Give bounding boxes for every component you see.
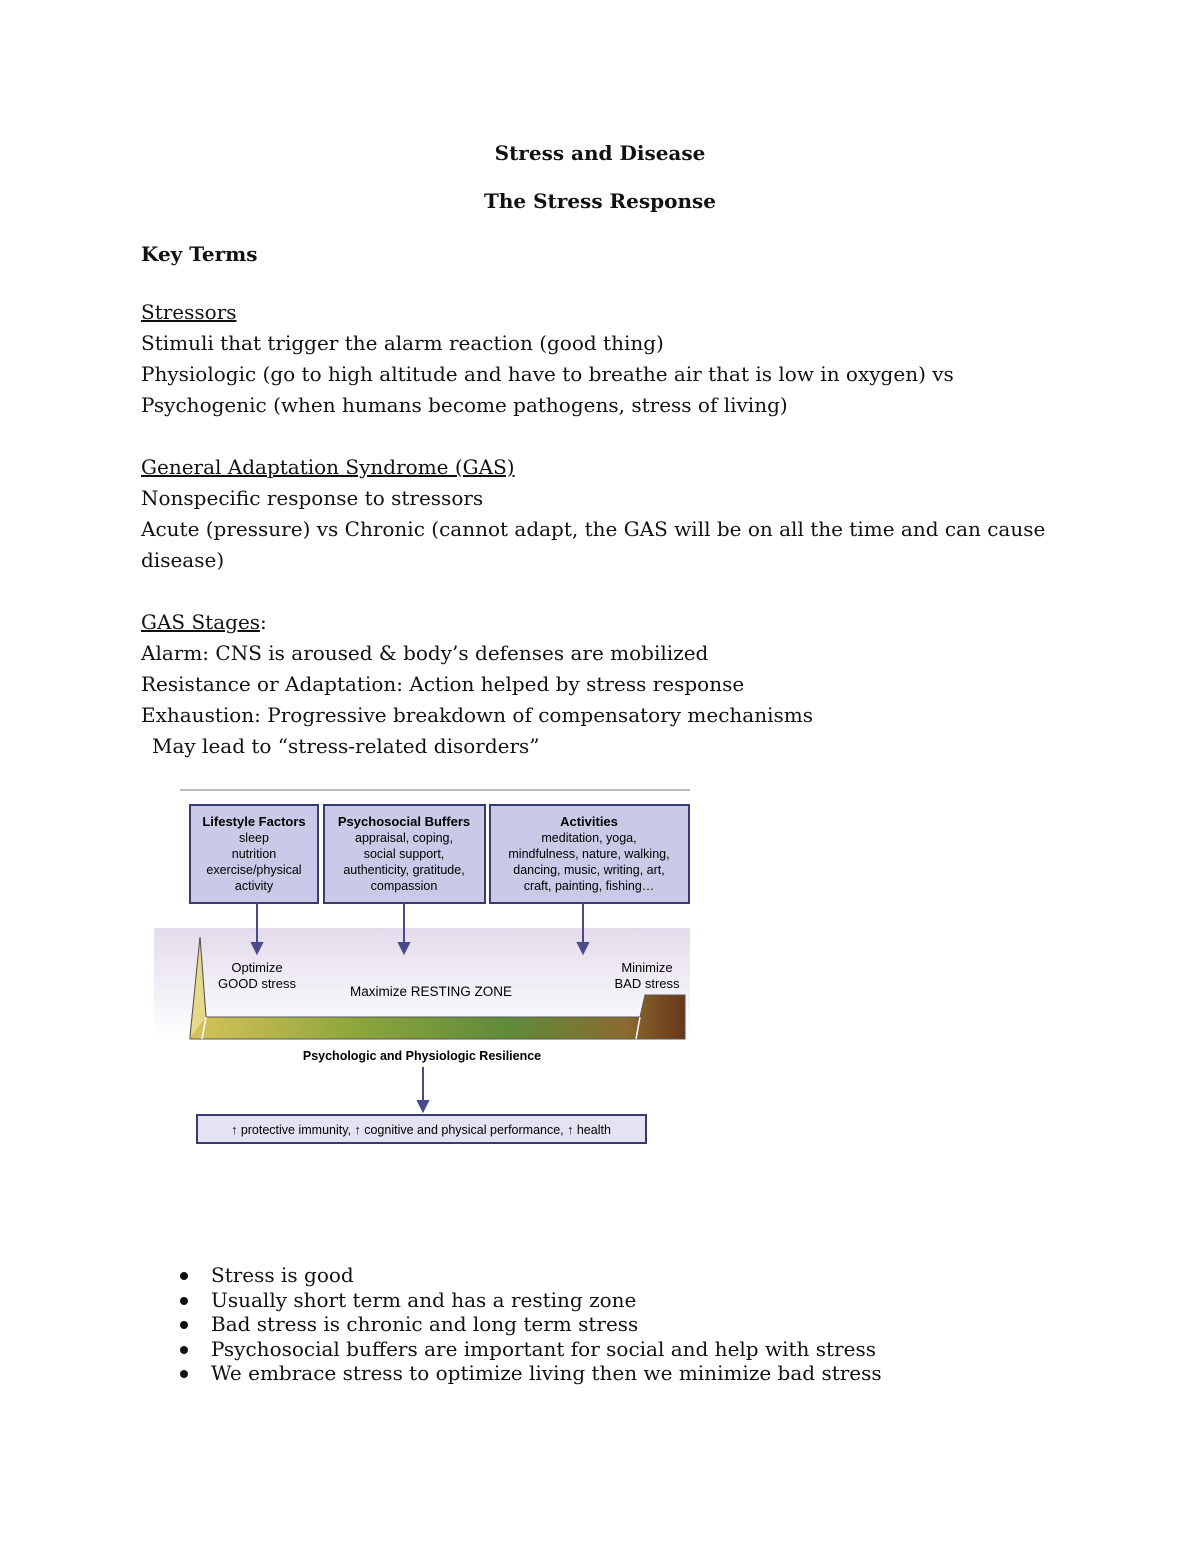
key-terms-heading: Key Terms	[141, 242, 258, 266]
list-item: Psychosocial buffers are important for social and help with stress	[180, 1337, 882, 1362]
optimize-label: Optimize	[231, 960, 283, 975]
box2-line: compassion	[370, 879, 438, 893]
resilience-label: Psychologic and Physiologic Resilience	[302, 1049, 542, 1063]
stress-resilience-figure	[150, 785, 695, 1155]
box1-line: sleep	[239, 831, 269, 845]
stressors-line: Stimuli that trigger the alarm reaction (good thing)	[141, 331, 664, 355]
gas-stages-heading-row	[141, 607, 1051, 638]
gas-line: Nonspecific response to stressors	[141, 486, 484, 510]
gas-section	[141, 452, 1051, 576]
document-title: Stress and Disease	[494, 141, 706, 165]
summary-bullet-list	[180, 1263, 882, 1386]
box2-line: social support,	[363, 847, 445, 861]
box3-line: dancing, music, writing, art,	[513, 863, 665, 877]
box3-line: mindfulness, nature, walking,	[508, 847, 670, 861]
gas-line: Acute (pressure) vs Chronic (cannot adapt, the GAS will be on all the time and can cause disease)	[141, 517, 1046, 572]
box2-line: authenticity, gratitude,	[343, 863, 465, 877]
gas-stage-line: Alarm: CNS is aroused & body’s defenses are mobilized	[141, 641, 709, 665]
outcome-label: ↑ protective immunity, ↑ cognitive and physical performance, ↑ health	[231, 1123, 611, 1137]
list-item: We embrace stress to optimize living then we minimize bad stress	[180, 1361, 882, 1386]
box3-title: Activities	[560, 814, 618, 829]
gas-stage-note: May lead to “stress-related disorders”	[152, 734, 540, 758]
gas-stages-heading: GAS Stages	[141, 610, 261, 634]
box3-line: craft, painting, fishing…	[523, 879, 655, 893]
resting-zone-label: Maximize RESTING ZONE	[349, 984, 513, 999]
box2-title: Psychosocial Buffers	[337, 814, 471, 829]
box1-line: exercise/physical	[206, 863, 302, 877]
box2-line: appraisal, coping,	[355, 831, 453, 845]
list-item: Stress is good	[180, 1263, 882, 1288]
box1-title: Lifestyle Factors	[202, 814, 306, 829]
figure-svg	[150, 785, 695, 1155]
resilience-arrow	[418, 1067, 428, 1111]
gas-stages-colon: :	[260, 610, 267, 634]
stressors-heading: Stressors	[141, 300, 237, 324]
list-item: Usually short term and has a resting zone	[180, 1288, 882, 1313]
list-item: Bad stress is chronic and long term stress	[180, 1312, 882, 1337]
gas-stage-line: Resistance or Adaptation: Action helped by stress response	[141, 672, 745, 696]
bad-stress-label: BAD stress	[614, 976, 680, 991]
good-stress-label: GOOD stress	[217, 976, 297, 991]
gas-heading: General Adaptation Syndrome (GAS)	[141, 455, 515, 479]
gas-stage-line: Exhaustion: Progressive breakdown of compensatory mechanisms	[141, 703, 813, 727]
document-subtitle: The Stress Response	[484, 189, 716, 213]
stressors-section	[141, 297, 1051, 421]
box1-line: nutrition	[231, 847, 277, 861]
box1-line: activity	[234, 879, 274, 893]
minimize-label: Minimize	[621, 960, 673, 975]
gas-stages-section	[141, 607, 1051, 762]
stressors-line: Physiologic (go to high altitude and have to breathe air that is low in oxygen) vs Psychogenic (when humans become pathogens, stress of living)	[141, 362, 954, 417]
box3-line: meditation, yoga,	[541, 831, 637, 845]
